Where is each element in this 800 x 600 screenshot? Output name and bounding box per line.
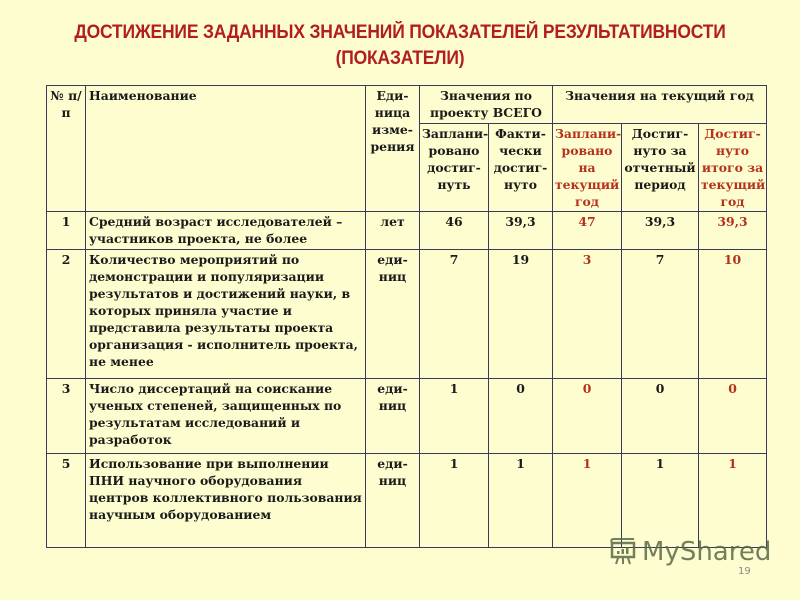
title-line-2: (ПОКАЗАТЕЛИ) — [335, 48, 465, 69]
row-actual-total: 19 — [489, 250, 553, 379]
watermark-text: MyShared — [642, 537, 772, 567]
header-achieved-year: Достиг-нуто итого за текущий год — [699, 124, 767, 212]
row-planned-total: 46 — [420, 212, 489, 250]
table-row — [47, 454, 767, 548]
row-actual-total: 0 — [489, 379, 553, 454]
page-number: 19 — [738, 566, 751, 577]
header-planned-total: Заплани-ровано достиг-нуть — [420, 124, 489, 212]
row-planned-year: 0 — [553, 379, 622, 454]
header-unit: Еди-ница изме-рения — [366, 86, 420, 212]
watermark — [608, 537, 771, 567]
row-achieved-period: 1 — [622, 454, 699, 548]
header-name: Наименование — [86, 86, 366, 212]
header-current-year: Значения на текущий год — [553, 86, 767, 124]
row-planned-total: 1 — [420, 379, 489, 454]
row-planned-total: 1 — [420, 454, 489, 548]
presentation-board-icon — [608, 537, 638, 567]
header-actual-total: Факти-чески достиг-нуто — [489, 124, 553, 212]
header-project-total: Значения по проекту ВСЕГО — [420, 86, 553, 124]
row-num: 3 — [47, 379, 86, 454]
title-line-1: ДОСТИЖЕНИЕ ЗАДАННЫХ ЗНАЧЕНИЙ ПОКАЗАТЕЛЕЙ РЕЗУЛЬТАТИВНОСТИ — [74, 22, 726, 43]
table-row — [47, 250, 767, 379]
row-planned-total: 7 — [420, 250, 489, 379]
row-name: Количество мероприятий по демонстрации и популяризации результатов и достижений науки, в которых приняла участие и представила результаты проекта организация - исполнитель проекта, не менее — [86, 250, 366, 379]
indicators-table — [46, 85, 767, 548]
row-achieved-year: 39,3 — [699, 212, 767, 250]
row-planned-year: 3 — [553, 250, 622, 379]
row-planned-year: 47 — [553, 212, 622, 250]
row-unit: лет — [366, 212, 420, 250]
row-achieved-year: 0 — [699, 379, 767, 454]
row-achieved-period: 0 — [622, 379, 699, 454]
table-row — [47, 212, 767, 250]
row-num: 5 — [47, 454, 86, 548]
row-unit: еди-ниц — [366, 454, 420, 548]
header-achieved-period: Достиг-нуто за отчетный период — [622, 124, 699, 212]
table-row — [47, 379, 767, 454]
row-num: 1 — [47, 212, 86, 250]
row-unit: еди-ниц — [366, 379, 420, 454]
row-name: Средний возраст исследователей – участников проекта, не более — [86, 212, 366, 250]
row-achieved-year: 10 — [699, 250, 767, 379]
row-name: Число диссертаций на соискание ученых степеней, защищенных по результатам исследований и разработок — [86, 379, 366, 454]
row-actual-total: 1 — [489, 454, 553, 548]
header-num: № п/п — [47, 86, 86, 212]
row-name: Использование при выполнении ПНИ научного оборудования центров коллективного пользования научным оборудованием — [86, 454, 366, 548]
row-achieved-period: 39,3 — [622, 212, 699, 250]
row-planned-year: 1 — [553, 454, 622, 548]
row-num: 2 — [47, 250, 86, 379]
row-actual-total: 39,3 — [489, 212, 553, 250]
page-title — [32, 20, 768, 72]
row-achieved-period: 7 — [622, 250, 699, 379]
row-unit: еди-ниц — [366, 250, 420, 379]
row-achieved-year: 1 — [699, 454, 767, 548]
header-planned-year: Заплани-ровано на текущий год — [553, 124, 622, 212]
